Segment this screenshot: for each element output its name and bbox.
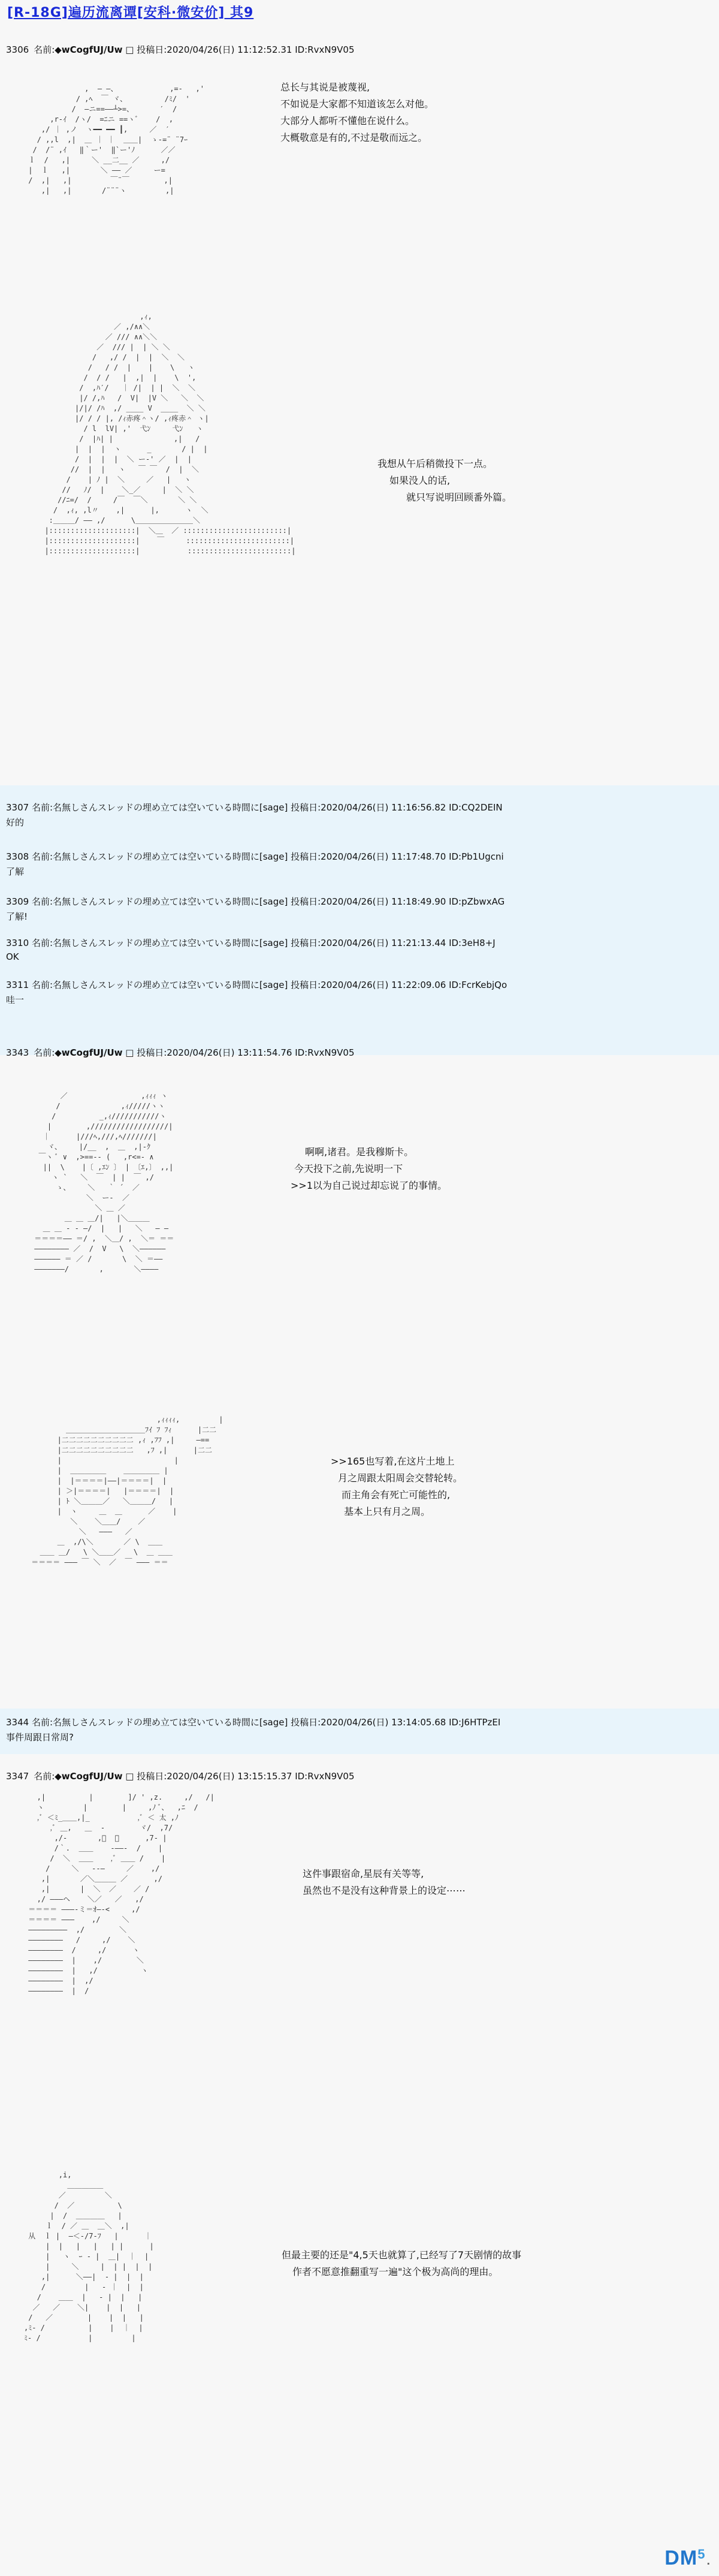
reply-meta: 名前:名無しさんスレッドの埋め立ては空いている時間に[sage] 投稿日:2020/04/26(日) 11:17:48.70 ID:Pb1Ugcni (31, 851, 504, 862)
ascii-art-cigarette-man: ,| | ]/ ' ,z. ,/ /| ヽ | | ,ﾉ ﾞ、 ,ﾆ / ,ﾞ ＜ﾐ_＿＿,|_ ,ﾞ ＜ 太 ,ﾉ ,ﾞ ＿, ＿ - ヾ/ ,7/ ,/‐ ,ﾞ ＼ ,7‐ | /｀. ＿＿ ‐――‐ / | / ＼ ＿＿ ,ﾞ ＿＿ / | / ＼ ‐‐― ／ ,/ ,| ／＼＿＿＿ ／ ,/ ,| | ＼ ／ ／ / ,/ ―――ヘ ＼／ ／ ,/ ＝＝＝＝ ―――‐ミ＝ｵ―‐< ,/ ＝＝＝＝ ――― ,/ ＼ ――――――――― ,/ ＼ ―――――――― / ,/ ＼ ―――――――― / ,/ ヽ ―――――――― | ,/ ＼ ―――――――― | ,/ ヽ ―――――――― | ,/ ―――――――― | / (28, 1793, 215, 1995)
reply-body: 了解 (6, 866, 25, 877)
author-tripcode: ◆wCogfUJ/Uw (55, 1047, 123, 1058)
reply-3311 (6, 978, 507, 1006)
dialogue-line: 我想从午后稍微投下一点。 (377, 458, 493, 469)
dialogue-line: 作者不愿意推翻重写一遍"这个极为高尚的理由。 (292, 2266, 499, 2277)
dialogue-line: 啊啊,诸君。是我穆斯卡。 (305, 1146, 414, 1158)
dialogue-3306b (377, 456, 512, 506)
watermark-logo (664, 2547, 711, 2570)
reply-body: 事件周跟日常周? (6, 1732, 74, 1743)
post-meta: 投稿日:2020/04/26(日) 13:11:54.76 ID:RvxN9V05 (137, 1047, 355, 1058)
reply-body: 了解! (6, 911, 28, 922)
reply-number: 3309 (6, 896, 29, 907)
dialogue-line: 月之周跟太阳周会交替轮转。 (338, 1472, 463, 1484)
logo-main: DM (664, 2547, 698, 2569)
name-label: 名前: (34, 1047, 55, 1058)
dialogue-3347 (303, 1866, 466, 1899)
reply-3344 (6, 1716, 500, 1743)
reply-body: 好的 (6, 817, 25, 828)
reply-meta: 名前:名無しさんスレッドの埋め立ては空いている時間に[sage] 投稿日:2020/04/26(日) 11:18:49.90 ID:pZbwxAG (31, 896, 505, 907)
post-number: 3306 (6, 44, 29, 55)
logo-sup: 5 (697, 2547, 706, 2562)
dialogue-3343 (291, 1144, 447, 1194)
post-number: 3347 (6, 1771, 29, 1782)
author-tripcode: ◆wCogfUJ/Uw (55, 1771, 123, 1782)
reply-number: 3307 (6, 802, 29, 813)
dialogue-3306 (280, 79, 434, 146)
reply-meta: 名前:名無しさんスレッドの埋め立ては空いている時間に[sage] 投稿日:2020/04/26(日) 11:22:09.06 ID:FcrKebjQo (31, 980, 507, 990)
dialogue-line: 就只写说明回顾番外篇。 (406, 492, 512, 503)
reply-body: OK (6, 951, 19, 962)
reply-3308 (6, 850, 504, 878)
post-header: 3347 名前:◆wCogfUJ/Uw □ 投稿日:2020/04/26(日) 13:15:15.37 ID:RvxN9V05 (6, 1771, 355, 1782)
page-title: [R-18G]遍历流离谭[安科·微安价] 其9 (7, 5, 254, 20)
reply-number: 3311 (6, 980, 29, 990)
reply-meta: 名前:名無しさんスレッドの埋め立ては空いている時間に[sage] 投稿日:2020/04/26(日) 11:16:56.82 ID:CQ2DEIN (31, 802, 503, 813)
dialogue-line: 今天投下之前,先说明一下 (294, 1163, 403, 1174)
reply-meta: 名前:名無しさんスレッドの埋め立ては空いている時間に[sage] 投稿日:2020/04/26(日) 13:14:05.68 ID:J6HTPzEI (31, 1717, 501, 1728)
ascii-art-glasses-man: ,ｨｨｨｨ, | ＿＿＿＿＿＿＿＿＿＿＿ﾌｲ ﾌ ﾌｨ |二二 |二二二二二二二二二二 ,ｨ ,ﾌﾌ ,| ―== |二二二二二二二二二二 ,ﾌ ,| |二二 | | | ＿＿＿＿＿ ＿＿＿＿＿ | | |＝＝＝＝|――|＝＝＝＝| | | ＞|＝＝＝＝| |＝＝＝＝| | | ﾄ ＼＿＿＿／ ＼＿＿＿/ | | ヽ ＿ ＿ ／ | ＼ ＼＿＿/ ／ ＼ ――― ／ ＿ ,/\＼ ／ \ ＿＿ ＿＿ ＿/ \ ＼＿＿／ \ ＿ ＿＿ ＝＝＝＝ ――― ￣ ＼ ／ ￣ ――― ＝＝ (31, 1415, 223, 1566)
reply-number: 3310 (6, 938, 29, 948)
dialogue-line: 不如说是大家都不知道该怎么对他。 (280, 98, 434, 110)
dialogue-3347b (282, 2247, 521, 2280)
dialogue-line: >>165也写着,在这片土地上 (331, 1456, 455, 1467)
reply-number: 3308 (6, 851, 29, 862)
dialogue-line: 大概敬意是有的,不过是敬而远之。 (280, 132, 428, 143)
reply-number: 3344 (6, 1717, 29, 1728)
logo-suffix: . (706, 2554, 711, 2568)
dialogue-line: 如果没人的话, (389, 475, 451, 486)
dialogue-line: 但最主要的还是"4,5天也就算了,已经写了7天剧情的故事 (282, 2249, 522, 2261)
ascii-art-hooded-figure: ,i, ＿＿＿＿＿ ／ ＼ / ／ \ | / ＿＿＿＿ | ｌ / ／ ＿ ＿＼ ,| 从 ｌ | ―＜-/7‐ﾌ | ｜ | | | | | | | | ヽ ｰ ‐ | ＿| ｜ | | ＼ | | | | | ,| ＼――| ‐ | | | / | ‐ ｜ | | / ＿＿ | ‐ | | | ／ ／ ＼| | | | / ／ | | | | ,ﾐ‐ / | | ｜ | ﾐ‐ / | | (24, 2171, 154, 2342)
ascii-art-sunglasses-man: , ― ―、 ,=- ,' / ,ﾍ ￣ ヾ、 /ﾐ/ ' / ―ニ==――┴>=、 ′ / ,r‐ｲ /ヽ/ =ﾆニ ==ヽﾞ / , ,/ ｜ ,ノ ヽ━━ ━━ ┃, ／ ′ / ,,l ,| ＿ ｜ ｜ ＿＿| ゝ-=¨ ¨7ｰ / /¨ ,ｲ ‖｀ー' ‖`ー'ﾉ ／／ ｌ / ,| ＼ __二__ ／ ,/ | ｌ ,| ＼ ―― ／ ー= / ,| ,| ￣¨￣ ,| ,| ,| /¨¨¨ヽ ,| (28, 85, 204, 195)
post-meta: 投稿日:2020/04/26(日) 11:12:52.31 ID:RvxN9V05 (137, 44, 355, 55)
author-tripcode: ◆wCogfUJ/Uw (55, 44, 123, 55)
reply-body: 哇一 (6, 995, 25, 1005)
dialogue-line: >>1以为自己说过却忘说了的事情。 (291, 1180, 447, 1191)
dialogue-3343b (331, 1453, 463, 1520)
post-header: 3306 名前:◆wCogfUJ/Uw □ 投稿日:2020/04/26(日) 11:12:52.31 ID:RvxN9V05 (6, 44, 355, 55)
reply-3307 (6, 801, 503, 828)
name-label: 名前: (34, 44, 55, 55)
name-label: 名前: (34, 1771, 55, 1782)
dialogue-line: 大部分人都听不懂他在说什么。 (280, 115, 415, 126)
dialogue-line: 这件事跟宿命,星辰有关等等, (303, 1868, 424, 1879)
reply-3310 (6, 936, 496, 962)
post-header: 3343 名前:◆wCogfUJ/Uw □ 投稿日:2020/04/26(日) 13:11:54.76 ID:RvxN9V05 (6, 1047, 355, 1058)
dialogue-line: 总长与其说是被蔑视, (280, 82, 370, 93)
ascii-art-long-hair-figure: ,ｨ, ／ ,/∧∧＼ ／ /// ∧∧＼＼ ／ /// | | ＼ ＼ / ,/ / | | ＼ ＼ / / / | | \ ヽ / / / | ,| | \ ', / ,ﾊ′/ ｜ /| | | ＼ ＼ |/ /,ﾊ / V| |V ＼ ＼ ＼ |/|/ /ﾊ ,/ ____ V ____ ＼ ＼ |/ / / |, /ｨ赤疼＾ヽ/ ,ｨ疼赤＾ ヽ| / l lV| ,' 弋ﾝ 弋ﾝ ヽ / |ﾊ| | ,| / | | | ヽ _ / | | / | | | ＼ ー‐' ／ | | // | | ヽ ￣ ￣ / | ＼ / | ﾉ | ＼ ／ | ヽ // ﾉ/ | ＼_／ | ＼ ＼ //ﾆ=/ / /￣ ￣＼ ＼ ＼ / ,ｨ, ,l〃 ,| |, ヽ ＼ :＿＿＿/ ―― ,/ \＿＿＿＿＿＿＿＿＼ |::::::::::::::::::::| ＼＿ ／ ::::::::::::::::::::::::| |::::::::::::::::::::| ￣ ::::::::::::::::::::::::| |::::::::::::::::::::| ::::::::::::::::::::::::| (44, 312, 296, 555)
reply-3309 (6, 895, 504, 923)
post-meta: 投稿日:2020/04/26(日) 13:15:15.37 ID:RvxN9V05 (137, 1771, 355, 1782)
ascii-art-muska: ／ ,ｨｨｨ ヽ / ,ｨ/////ヽヽ / _,ｨ///////////ヽ | ,//////////////////| ｜ |///ﾍ,///,ﾍ///////| ヾ、 |/__ , ＿ ,|‐ｸ ￣ヽ ﾞ ∨ ,>==-‐ ( ,r<=‐ ∧ || \ |〔 ,ｴﾝ 〕 | 〔ｴ,〕 ,,| ヽ ` ＼ ￣ | | ￣ ,/ ゝ、 ＼ ｀ ´ ／ ＼ ー‐ ／ ＼ ＿ ／ ＿ ＿ ＿/| |＼＿＿＿ ＿ ＿ ‐ ‐ ―/ | | ＼ ― ― ＝＝＝＝―― ＝/ , ＼＿/ , ＼＝ ＝＝ ―――――――― ／ / V \ ＼―――――― ―――――― ＝ ／ / \ ＼ ＝―― ―――――――/ , ＼―――― (34, 1092, 174, 1273)
dialogue-line: 而主角会有死亡可能性的, (342, 1489, 451, 1501)
post-number: 3343 (6, 1047, 29, 1058)
dialogue-line: 基本上只有月之周。 (344, 1506, 431, 1517)
reply-meta: 名前:名無しさんスレッドの埋め立ては空いている時間に[sage] 投稿日:2020/04/26(日) 11:21:13.44 ID:3eH8+J (31, 938, 496, 948)
dialogue-line: 虽然也不是没有这种背景上的设定⋯⋯ (303, 1885, 466, 1896)
